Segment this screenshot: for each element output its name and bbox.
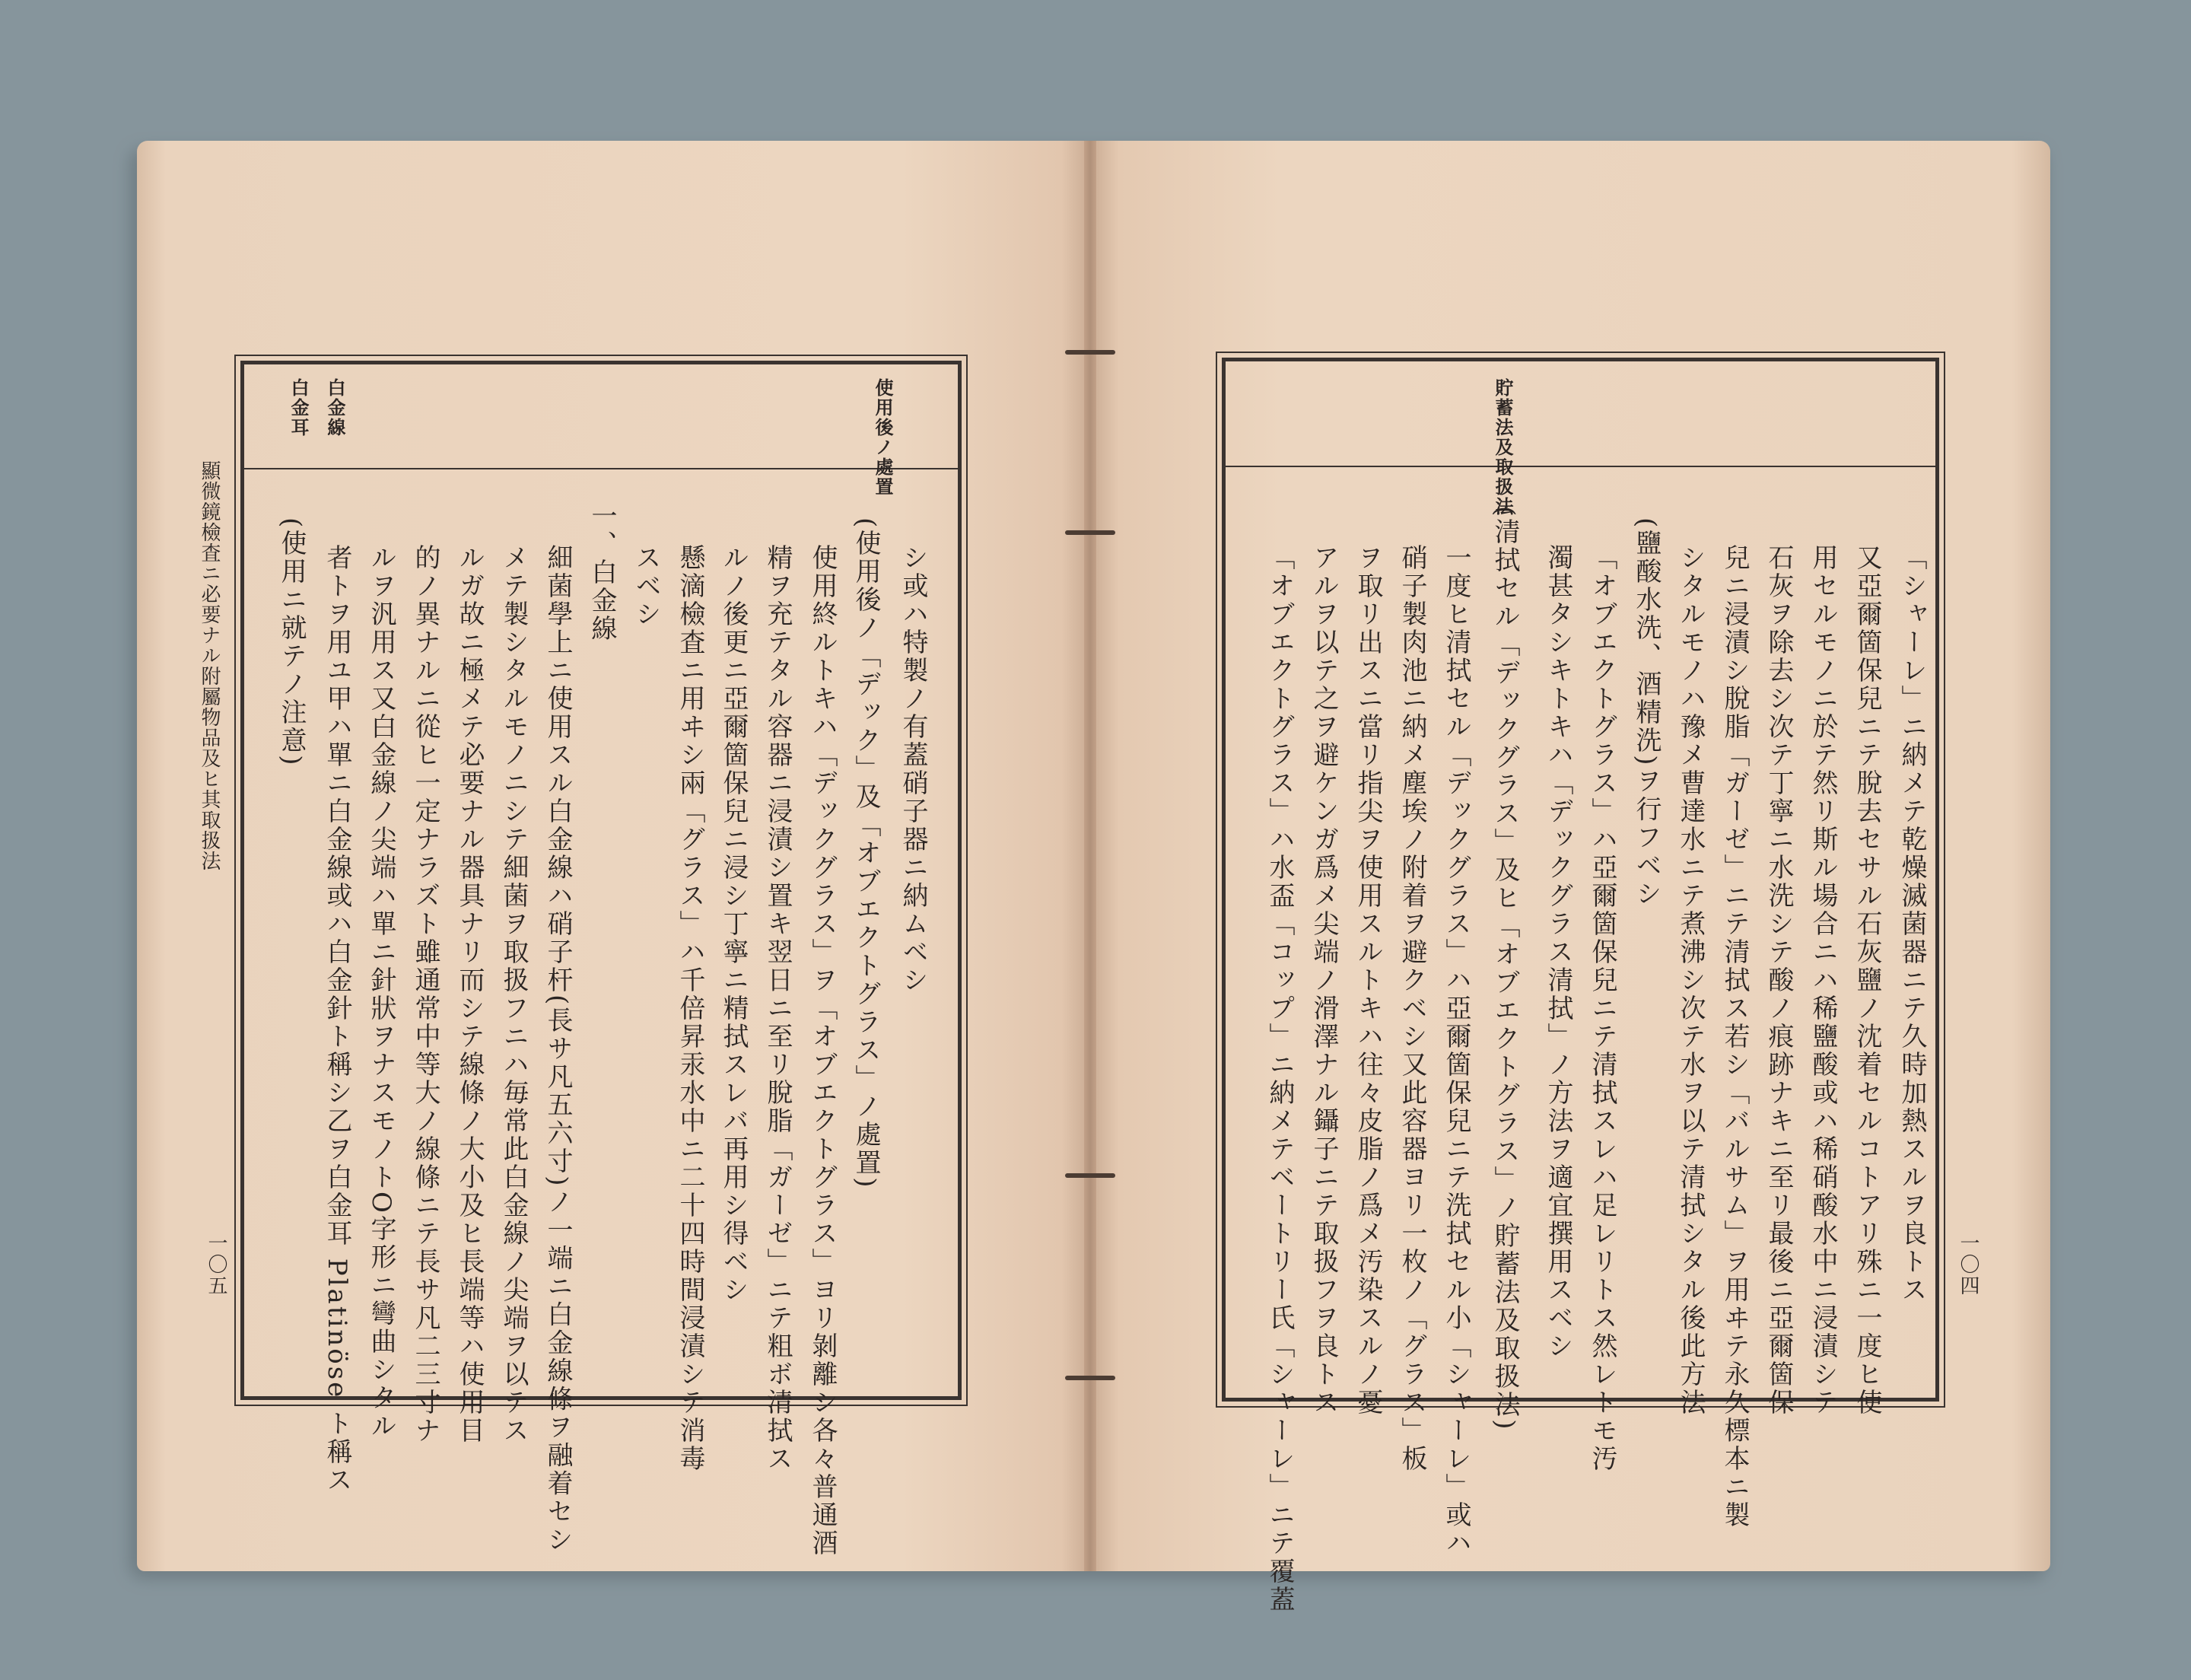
book-spine — [1084, 141, 1096, 1571]
binding-stitch — [1065, 1173, 1115, 1178]
text-line: スベシ — [631, 544, 661, 628]
text-line: 又亞爾箇保兒ニテ脫去セサル石灰鹽ノ沈着セルコトアリ殊ニ一度ヒ使 — [1852, 544, 1882, 1417]
text-line: シタルモノハ豫メ曹達水ニテ煮沸シ次テ水ヲ以テ清拭シタル後此方法 — [1675, 544, 1706, 1417]
text-line: 細菌學上ニ使用スル白金線ハ硝子杆(長サ凡五六寸)ノ一端ニ白金線條ヲ融着セシ — [542, 544, 573, 1554]
binding-stitch — [1065, 1376, 1115, 1380]
text-line: 「オブエクトグラス」ハ水盃「コップ」ニ納メテベートリー氏「シャーレ」ニテ覆蓋 — [1264, 544, 1295, 1614]
margin-heading-storage-handling: 貯蓄法及取扱法 — [1492, 378, 1514, 517]
text-line: シ或ハ特製ノ有蓋硝子器ニ納ムベシ — [898, 544, 928, 994]
text-line: 濁甚タシキトキハ「デックグラス清拭」ノ方法ヲ適宜撰用スベシ — [1543, 544, 1573, 1360]
text-line: ルガ故ニ極メテ必要ナル器具ナリ而シテ線條ノ大小及ヒ長端等ハ使用目 — [454, 544, 485, 1445]
text-line: ルノ後更ニ亞爾箇保兒ニ浸シ丁寧ニ精拭スレバ再用シ得ベシ — [718, 544, 749, 1304]
text-line: (使用後ノ「デック」及「オブエクトグラス」ノ處置) — [851, 517, 881, 1190]
text-line: ヲ取リ出スニ當リ指尖ヲ使用スルトキハ往々皮脂ノ爲メ汚染スルノ憂 — [1353, 544, 1383, 1417]
section-heading: 一、白金線 — [587, 502, 617, 643]
binding-stitch — [1065, 530, 1115, 535]
text-line: メテ製シタルモノニシテ細菌ヲ取扱フニハ毎常此白金線ノ尖端ヲ以テス — [498, 544, 529, 1445]
running-title: 顯微鏡檢査ニ必要ナル附屬物品及ヒ其取扱法 — [198, 460, 221, 871]
text-line: 石灰ヲ除去シ次テ丁寧ニ水洗シテ酸ノ痕跡ナキニ至リ最後ニ亞爾箇保 — [1763, 544, 1794, 1417]
page-number-right: 一〇四 — [1957, 1233, 1980, 1297]
margin-heading-usage-disposal: 使用後ノ處置 — [872, 378, 894, 497]
text-line: 「シャーレ」ニ納メテ乾燥滅菌器ニテ久時加熱スルヲ良トス — [1897, 544, 1927, 1304]
text-line: 的ノ異ナルニ從ヒ一定ナラズト雖通常中等大ノ線條ニテ長サ凡二三寸ナ — [410, 544, 440, 1445]
text-line: 懸滴檢査ニ用ヰシ兩「グラス」ハ千倍昇汞水中ニ二十四時間浸漬シテ消毒 — [675, 544, 705, 1473]
text-line: 使用終ルトキハ「デックグラス」ヲ「オブエクトグラス」ヨリ剝離シ各々普通酒 — [807, 544, 838, 1558]
text-line: 精ヲ充テタル容器ニ浸漬シ置キ翌日ニ至リ脫脂「ガーゼ」ニテ粗ボ清拭ス — [762, 544, 793, 1473]
left-header-rule — [244, 468, 958, 469]
text-line: 者トヲ用ユ甲ハ單ニ白金線或ハ白金針ト稱シ乙ヲ白金耳 Platinöse ト稱ス — [322, 544, 352, 1495]
text-line: 用セルモノニ於テ然リ斯ル場合ニハ稀鹽酸或ハ稀硝酸水中ニ浸漬シテ — [1808, 544, 1838, 1417]
text-line: アルヲ以テ之ヲ避ケンガ爲メ尖端ノ滑澤ナル鑷子ニテ取扱フヲ良トス — [1309, 544, 1339, 1417]
text-line: (使用ニ就テノ注意) — [276, 517, 307, 768]
margin-heading-platinum-loop: 白金耳 — [288, 378, 310, 438]
margin-heading-platinum-wire: 白金線 — [324, 378, 346, 438]
text-line: 「オブエクトグラス」ハ亞爾箇保兒ニテ清拭スレハ足レリトス然レトモ汚 — [1587, 544, 1617, 1473]
page-number-left: 一〇五 — [205, 1233, 227, 1297]
text-line: 硝子製肉池ニ納メ塵埃ノ附着ヲ避クベシ又此容器ヨリ一枚ノ「グラス」板 — [1397, 544, 1427, 1473]
text-line: (鹽酸水洗、酒精洗)ヲ行フベシ — [1631, 517, 1662, 908]
text-line: (清拭セル「デックグラス」及ヒ「オブエクトグラス」ノ貯蓄法及取扱法) — [1490, 506, 1520, 1432]
binding-stitch — [1065, 350, 1115, 355]
text-line: 兒ニ浸漬シ脫脂「ガーゼ」ニテ清拭ス若シ「バルサム」ヲ用ヰテ永久標本ニ製 — [1719, 544, 1750, 1529]
right-header-rule — [1226, 466, 1935, 467]
text-line: 一度ヒ清拭セル「デックグラス」ハ亞爾箇保兒ニテ洗拭セル小「シャーレ」或ハ — [1441, 544, 1471, 1558]
text-line: ルヲ汎用ス又白金線ノ尖端ハ單ニ針狀ヲナスモノトO字形ニ彎曲シタル — [366, 544, 396, 1440]
